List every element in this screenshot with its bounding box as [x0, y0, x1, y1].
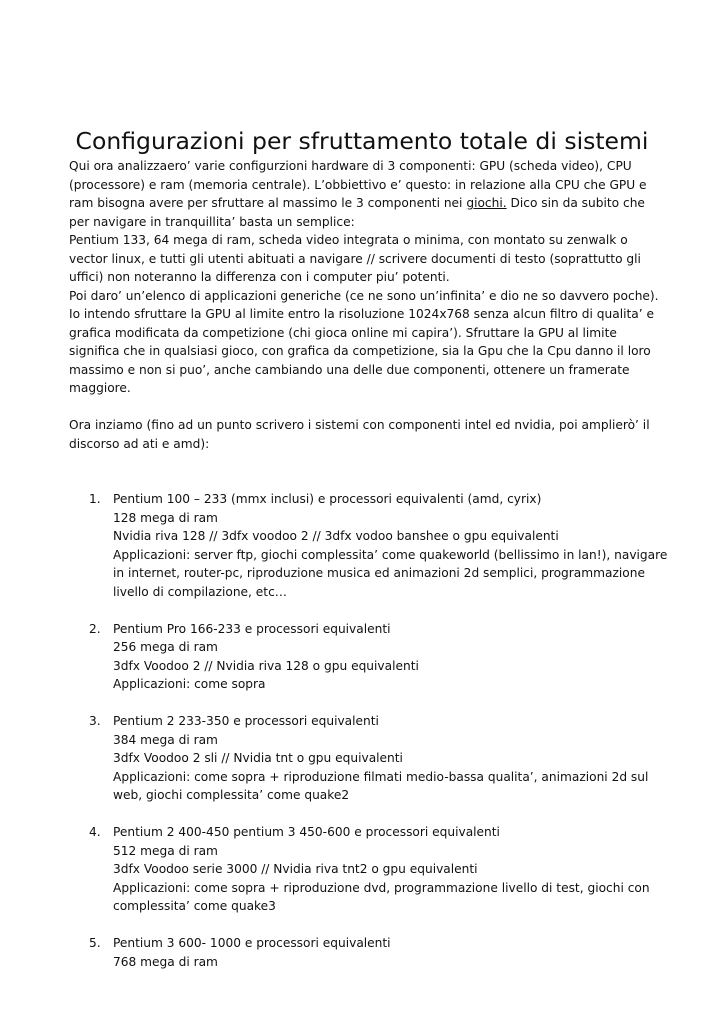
- list-item: [69, 620, 669, 694]
- apps-line: Applicazioni: come sopra + riproduzione dvd, programmazione livello di test, giochi con complessita’ come quake3: [113, 880, 650, 913]
- intro-paragraph-1: [69, 157, 669, 231]
- intro-paragraph-4: Ora inziamo (fino ad un punto scrivero i sistemi con componenti intel ed nvidia, poi amplierò’ il discorso ad ati e amd):: [69, 418, 650, 451]
- list-item-number: 5.: [89, 936, 101, 950]
- intro-paragraph-2: Pentium 133, 64 mega di ram, scheda video integrata o minima, con montato su zenwalk o vector linux, e tutti gli utenti abituati a navigare // scrivere documenti di testo (soprattutto gli uffici) non noteranno la differenza con i computer piu’ potenti.: [69, 233, 641, 284]
- apps-line: Applicazioni: server ftp, giochi complessita’ come quakeworld (bellissimo in lan!), navigare in internet, router-pc, riproduzione musica ed animazioni 2d semplici, programmazione livello di compilazione, etc…: [113, 547, 668, 599]
- ram-line: 256 mega di ram: [113, 640, 218, 654]
- list-item: [69, 934, 669, 971]
- intro-paragraph-3: Poi daro’ un’elenco di applicazioni generiche (ce ne sono un’infinita’ e dio ne so davvero poche). Io intendo sfruttare la GPU al limite entro la risoluzione 1024x768 senza alcun filtro di qualita’ e grafica modificata da competizione (chi gioca online mi capira’). Sfruttare la GPU al limite significa che in qualsiasi gioco, con grafica da competizione, sia la Gpu che la Cpu danno il loro massimo e non si puo’, anche cambiando una delle due componenti, ottenere un framerate maggiore.: [69, 288, 659, 395]
- ram-line: 512 mega di ram: [113, 843, 218, 858]
- list-item: [69, 712, 669, 805]
- gpu-line: 3dfx Voodoo 2 // Nvidia riva 128 o gpu equivalenti: [113, 658, 419, 673]
- list-item-number: 4.: [89, 825, 101, 839]
- list-item-number: 3.: [89, 714, 101, 728]
- intro-text: Qui ora analizzaero’ varie configurzioni hardware di 3 componenti: GPU (scheda video), CPU (processore) e ram (memoria centrale). L’obbiettivo e’ questo: in relazione alla CPU che GPU e ram bisogna avere per sfruttare al massimo le 3 componenti nei: [69, 159, 647, 210]
- intro-text-continued: Dico sin da subito che per navigare in tranquillita’ basta un semplice:: [69, 196, 645, 229]
- ram-line: 768 mega di ram: [113, 954, 218, 969]
- spacer: [69, 453, 669, 472]
- apps-line: Applicazioni: come sopra: [113, 677, 266, 691]
- spacer: [69, 601, 669, 620]
- spacer: [69, 805, 669, 824]
- configurations-list: [69, 490, 669, 971]
- apps-line: Applicazioni: come sopra + riproduzione filmati medio-bassa qualita’, animazioni 2d sul web, giochi complessita’ come quake2: [113, 769, 649, 802]
- document-title: Configurazioni per sfruttamento totale di sistemi: [75, 126, 649, 155]
- list-item: [69, 490, 669, 601]
- gpu-line: 3dfx Voodoo serie 3000 // Nvidia riva tnt2 o gpu equivalenti: [113, 862, 478, 876]
- spacer: [69, 694, 669, 713]
- ram-line: 128 mega di ram: [113, 510, 218, 525]
- spacer: [69, 472, 669, 491]
- gpu-line: 3dfx Voodoo 2 sli // Nvidia tnt o gpu equivalenti: [113, 751, 403, 765]
- spacer: [69, 916, 669, 935]
- list-item-number: 1.: [89, 492, 101, 506]
- list-item-number: 2.: [89, 621, 101, 636]
- list-item: [69, 823, 669, 916]
- cpu-line: Pentium 3 600- 1000 e processori equivalenti: [113, 936, 391, 950]
- cpu-line: Pentium Pro 166-233 e processori equivalenti: [113, 621, 391, 636]
- cpu-line: Pentium 100 – 233 (mmx inclusi) e processori equivalenti (amd, cyrix): [113, 492, 542, 506]
- gpu-line: Nvidia riva 128 // 3dfx voodoo 2 // 3dfx vodoo banshee o gpu equivalenti: [113, 529, 559, 543]
- cpu-line: Pentium 2 400-450 pentium 3 450-600 e processori equivalenti: [113, 825, 500, 839]
- spacer: [69, 398, 669, 417]
- cpu-line: Pentium 2 233-350 e processori equivalenti: [113, 714, 379, 728]
- ram-line: 384 mega di ram: [113, 732, 218, 747]
- games-link[interactable]: giochi.: [466, 196, 507, 210]
- document-body: [69, 157, 669, 971]
